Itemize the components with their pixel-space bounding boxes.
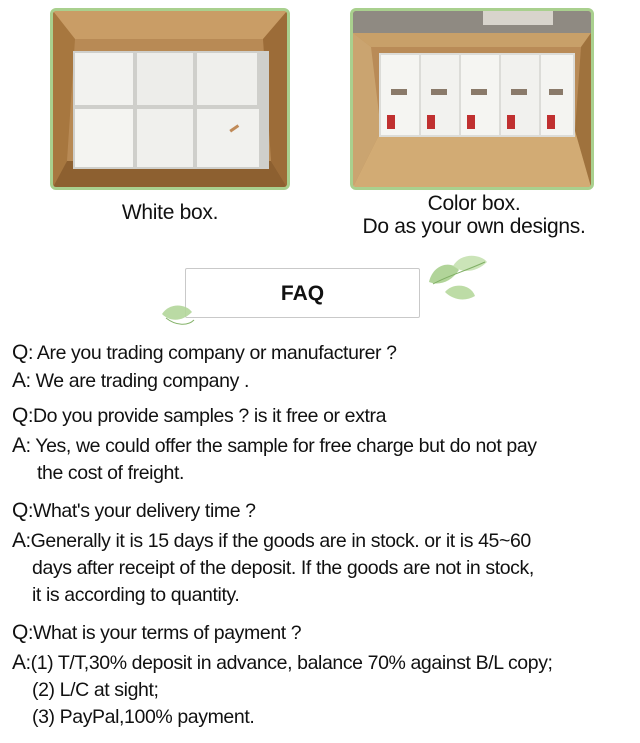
faq-answer-4: A:(1) T/T,30% deposit in advance, balance 70% against B/L copy; (2) L/C at sight; (3) PayPal,100% payment. [12, 651, 553, 728]
color-box-photo [350, 8, 594, 190]
faq-answer-1: A: We are trading company . [12, 369, 249, 392]
faq-question-2: Q:Do you provide samples ? is it free or extra [12, 404, 387, 427]
faq-question-4: Q:What is your terms of payment ? [12, 621, 302, 644]
faq-question-1: Q: Are you trading company or manufacturer ? [12, 341, 397, 364]
faq-banner [185, 268, 420, 318]
faq-title: FAQ [280, 282, 325, 305]
white-box-caption: White box. [121, 201, 219, 224]
color-box-caption: Color box. Do as your own designs. [362, 192, 586, 238]
leaves-icon [423, 252, 493, 312]
faq-question-3: Q:What's your delivery time ? [12, 499, 256, 522]
white-box-photo [50, 8, 290, 190]
leaf-icon [158, 300, 198, 335]
faq-answer-2: A: Yes, we could offer the sample for free charge but do not pay the cost of freight. [12, 434, 537, 484]
faq-answer-3: A:Generally it is 15 days if the goods are in stock. or it is 45~60 days after receipt of the deposit. If the goods are not in stock, it is according to quantity. [12, 529, 534, 606]
